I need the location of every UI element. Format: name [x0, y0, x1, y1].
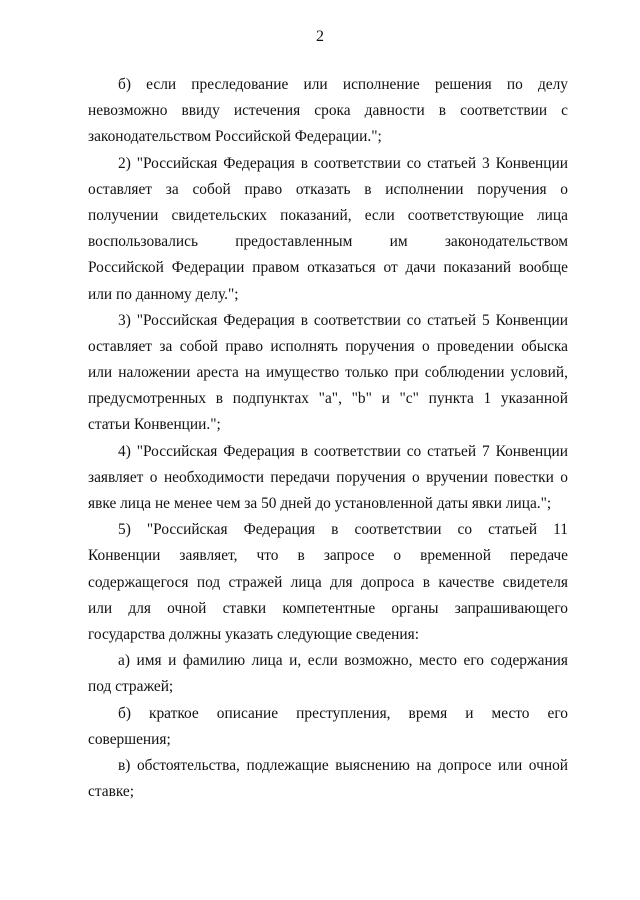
para-5-article-11	[88, 517, 568, 648]
text-line: совершения;	[88, 730, 171, 748]
page-number: 2	[316, 28, 324, 45]
para-5a-name	[88, 648, 568, 700]
text-line: под стражей;	[88, 678, 174, 696]
text-line: получении свидетельских показаний, если соответствующие лица	[88, 206, 568, 224]
text-line: законодательством Российской Федерации.";	[88, 128, 382, 146]
text-line: или для очной ставки компетентные органы запрашивающего	[88, 599, 568, 617]
document-body	[88, 72, 568, 805]
text-line: а) имя и фамилию лица и, если возможно, место его содержания	[118, 652, 568, 670]
text-line: или по данному делу.";	[88, 285, 239, 303]
para-5c-circumstances	[88, 753, 568, 805]
para-4-article-7	[88, 439, 568, 518]
para-2-article-3	[88, 151, 568, 308]
para-5b-description	[88, 701, 568, 753]
text-line: б) краткое описание преступления, время и место его	[118, 704, 568, 722]
text-line: в) обстоятельства, подлежащие выяснению на допросе или очной	[118, 756, 568, 774]
para-b-statute-limitations	[88, 72, 568, 151]
para-3-article-5	[88, 308, 568, 439]
text-line: 2) "Российская Федерация в соответствии со статьей 3 Конвенции	[118, 154, 568, 172]
text-line: ставке;	[88, 783, 135, 801]
text-line: Российской Федерации правом отказаться от дачи показаний вообще	[88, 259, 568, 277]
text-line: 5) "Российская Федерация в соответствии со статьей 11	[118, 521, 568, 539]
text-line: статьи Конвенции.";	[88, 416, 221, 434]
text-line: оставляет за собой право отказать в исполнении поручения о	[88, 180, 568, 198]
text-line: предусмотренных в подпунктах "a", "b" и "c" пункта 1 указанной	[88, 390, 568, 408]
text-line: воспользовались предоставленным им законодательством	[88, 233, 568, 251]
text-line: Конвенции заявляет, что в запросе о временной передаче	[88, 547, 568, 565]
text-line: 3) "Российская Федерация в соответствии со статьей 5 Конвенции	[118, 311, 568, 329]
text-line: государства должны указать следующие сведения:	[88, 625, 420, 643]
text-line: явке лица не менее чем за 50 дней до установленной даты явки лица.";	[88, 495, 552, 512]
text-line: оставляет за собой право исполнять поручения о проведении обыска	[88, 337, 568, 355]
text-line: 4) "Российская Федерация в соответствии со статьей 7 Конвенции	[118, 442, 568, 460]
text-line: содержащегося под стражей лица для допроса в качестве свидетеля	[88, 573, 568, 591]
text-line: заявляет о необходимости передачи поручения о вручении повестки о	[88, 468, 568, 486]
text-line: или наложении ареста на имущество только при соблюдении условий,	[88, 364, 568, 382]
text-line: б) если преследование или исполнение решения по делу	[118, 76, 568, 93]
text-line: невозможно ввиду истечения срока давности в соответствии с	[88, 102, 568, 120]
